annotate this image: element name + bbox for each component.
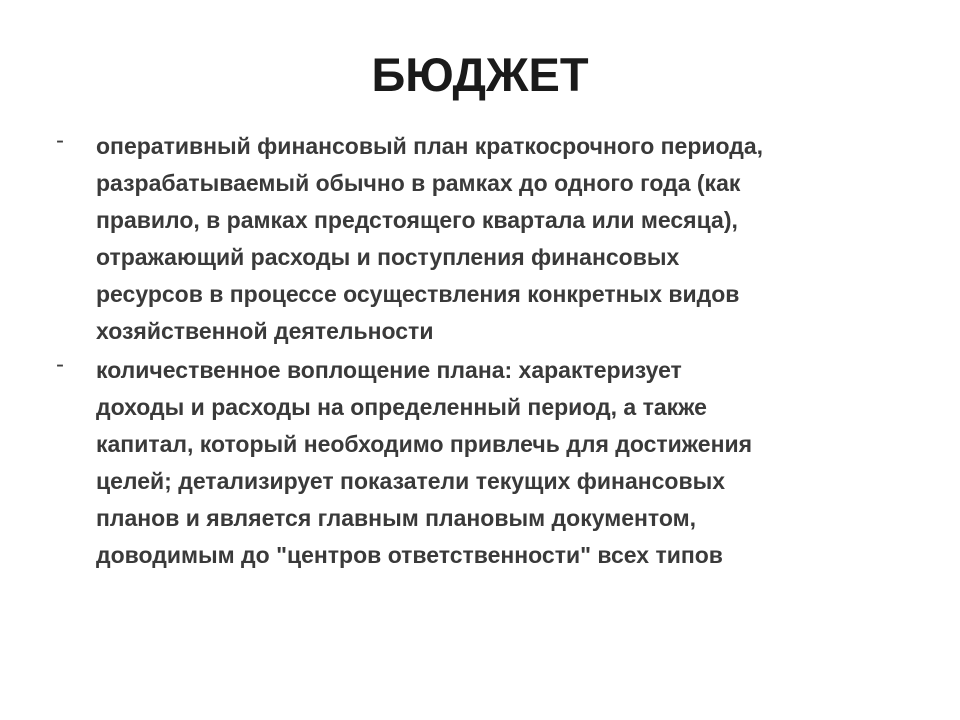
slide-title: БЮДЖЕТ <box>371 48 589 101</box>
dash-bullet-icon: - <box>56 127 64 154</box>
bullet-text-1 <box>96 128 906 350</box>
text-line: целей; детализирует показатели текущих финансовых <box>96 468 726 494</box>
text-line: количественное воплощение плана: характеризует <box>96 357 682 383</box>
text-line: разрабатываемый обычно в рамках до одного года (как <box>96 170 741 196</box>
bullet-list <box>56 128 906 576</box>
text-line: доходы и расходы на определенный период, а также <box>96 394 707 420</box>
text-line: доводимым до "центров ответственности" всех типов <box>96 542 723 568</box>
text-line: отражающий расходы и поступления финансовых <box>96 244 680 270</box>
bullet-text-2 <box>96 352 906 574</box>
text-line: оперативный финансовый план краткосрочного периода, <box>96 133 764 159</box>
bullet-item-1 <box>56 128 906 350</box>
text-line: ресурсов в процессе осуществления конкретных видов <box>96 281 740 307</box>
text-line: капитал, который необходимо привлечь для достижения <box>96 431 753 457</box>
bullet-item-2 <box>56 352 906 574</box>
dash-bullet-icon: - <box>56 351 64 378</box>
text-line: планов и является главным плановым документом, <box>96 505 696 531</box>
text-line: правило, в рамках предстоящего квартала или месяца), <box>96 207 738 233</box>
text-line: хозяйственной деятельности <box>96 318 434 344</box>
